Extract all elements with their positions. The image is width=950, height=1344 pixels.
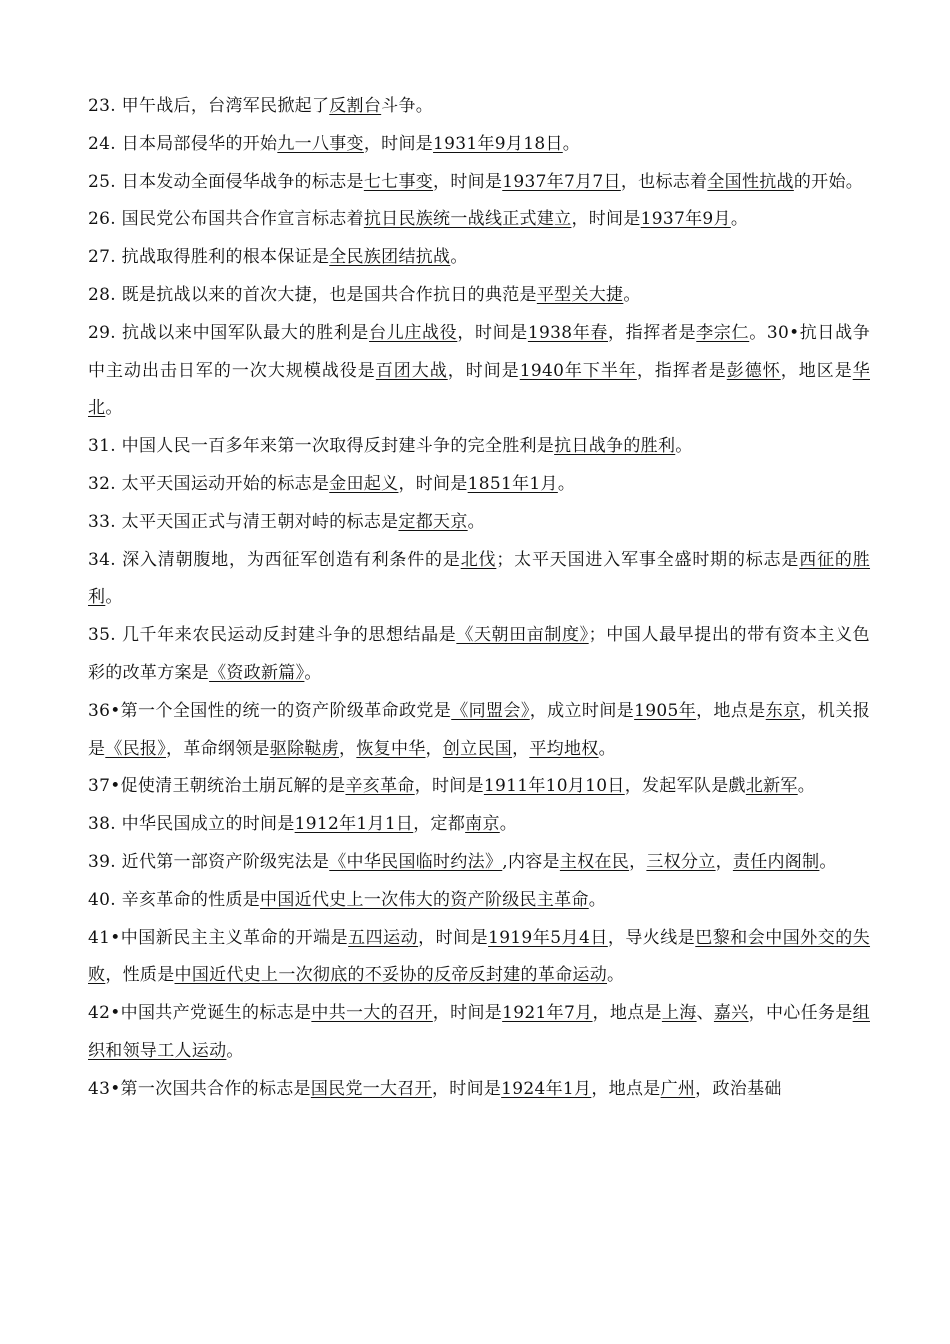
question-text: 26. 国民党公布国共合作宣言标志着 [88,209,364,230]
question-text: 。 [607,965,625,986]
answer-text: 责任内阁制 [732,851,820,872]
question-text: 。 [304,662,322,683]
question-text: ，时间是 [363,133,434,154]
answer-text: 《中华民国临时约法》 [329,851,503,872]
question-text: 。 [562,133,581,154]
question-text: ，发起军队是戲 [624,776,746,797]
question-text: ， [512,738,530,759]
answer-text: 1924年1月 [501,1078,592,1099]
answer-text: 1905年 [634,700,697,721]
answer-text: 1937年7月7日 [502,171,621,192]
question-item [88,277,870,315]
question-text: ，政治基础 [695,1078,782,1099]
question-text: ，机关报是 [88,700,871,759]
question-item [88,428,870,466]
answer-text: 主权在民 [559,851,630,872]
question-text: 。 [499,814,518,835]
question-text: 24. 日本局部侵华的开始 [88,133,278,154]
answer-text: 广州 [660,1078,696,1099]
question-text: 。 [797,776,816,797]
question-text: ，时间是 [432,1003,503,1024]
answer-text: 七七事变 [363,171,434,192]
question-text: 28. 既是抗战以来的首次大捷，也是国共合作抗日的典范是 [88,284,537,305]
answer-text: 北伐 [460,549,497,570]
question-item [88,995,870,1071]
question-text: 31. 中国人民一百多年来第一次取得反封建斗争的完全胜利是 [88,436,555,457]
answer-text: 1921年7月 [502,1003,593,1024]
answer-text: 嘉兴 [713,1003,749,1024]
answer-text: 抗日战争的胜利 [554,436,676,457]
answer-text: 中国近代史上一次彻底的不妥协的反帝反封建的革命运动 [174,965,608,986]
question-text: ；中国人最早提出的带有资本主义色彩的改革方案是 [88,625,870,683]
answer-text: 东京 [765,700,801,721]
question-text: ，成立时间是 [529,700,635,721]
answer-text: 李宗仁 [696,322,750,343]
question-text: 23. 甲午战后，台湾军民掀起了 [88,96,330,116]
question-text: ， [629,851,647,872]
question-text: 29. 抗战以来中国军队最大的胜利是 [88,322,370,343]
question-text: 。 [450,247,468,268]
question-text: ，时间是 [418,927,489,948]
question-item [88,164,870,202]
answer-text: 全民族团结抗战 [329,247,451,268]
question-text: ，性质是 [105,965,175,986]
answer-text: 1912年1月1日 [294,814,414,835]
question-text: 。 [819,851,837,872]
question-item [88,466,870,504]
question-text: ，时间是 [447,360,520,381]
question-text: 41•中国新民主主义革命的开端是 [88,927,349,948]
question-text: 。 [226,1040,244,1061]
question-text: 27. 抗战取得胜利的根本保证是 [88,247,330,268]
question-text: 、 [696,1003,714,1024]
answer-text: 《天朝田亩制度》 [456,625,589,646]
question-text: 32. 太平天国运动开始的标志是 [88,473,330,494]
question-text: 的开始。 [793,171,864,192]
answer-text: 南京 [465,814,500,835]
question-item [88,920,870,996]
answer-text: 1911年10月10日 [483,776,625,797]
question-text: 。 [557,473,576,494]
question-item [88,542,870,618]
question-text: ，地点是 [592,1003,662,1024]
question-text: ，地点是 [696,700,766,721]
answer-text: 百团大战 [375,360,448,381]
answer-text: 三权分立 [646,851,716,872]
question-item [88,882,870,920]
answer-text: 1940年下半年 [519,360,637,381]
question-item [88,693,870,769]
question-text: 。 [730,209,749,230]
answer-text: 九一八事变 [277,133,364,154]
question-text: 。 [105,398,123,419]
answer-text: 创立民国 [442,738,513,759]
document-page [88,88,870,1109]
answer-text: 《资政新篇》 [209,662,305,683]
question-text: 40. 辛亥革命的性质是 [88,889,261,910]
question-text: ，指挥者是 [608,322,697,343]
question-item [88,617,870,693]
answer-text: 平型关大捷 [536,284,624,305]
question-item [88,844,870,882]
question-item [88,806,870,844]
answer-text: 1851年1月 [467,473,558,494]
question-text: 。 [105,587,123,608]
answer-text: 反割台 [329,96,382,116]
question-item [88,1071,870,1109]
question-item [88,504,870,542]
answer-text: 台儿庄战役 [369,322,458,343]
question-text: ,内容是 [502,851,560,872]
answer-text: 彭德怀 [726,360,781,381]
question-text: 33. 太平天国正式与清王朝对峙的标志是 [88,511,399,532]
question-text: 36•第一个全国性的统一的资产阶级革命政党是 [88,700,452,721]
answer-text: 中共一大的召开 [311,1003,433,1024]
answer-text: 平均地权 [529,738,599,759]
answer-text: 《民报》 [105,738,167,759]
question-text: 35. 几千年来农民运动反封建斗争的思想结晶是 [88,625,457,646]
answer-text: 金田起义 [329,473,399,494]
question-list [88,88,870,1109]
question-text: ， [339,738,357,759]
answer-text: 北新军 [745,776,798,797]
answer-text: 《同盟会》 [451,700,530,721]
question-text: ，指挥者是 [636,360,727,381]
answer-text: 辛亥革命 [345,776,415,797]
answer-text: 1938年春 [527,322,609,343]
answer-text: 组织和领导工人运动 [88,1003,870,1061]
answer-text: 定都天京 [398,511,468,532]
question-item [88,315,870,428]
question-text: ，时间是 [431,1078,502,1099]
question-text: ，地点是 [591,1078,661,1099]
question-text: ，也标志着 [620,171,708,192]
question-text: ，导火线是 [607,927,696,948]
question-text: ，时间是 [414,776,484,797]
question-text: 。 [588,889,607,910]
question-text: ， [425,738,443,759]
answer-text: 五四运动 [348,927,419,948]
question-text: 43•第一次国共合作的标志是 [88,1078,311,1099]
question-item [88,239,870,277]
question-text: ，地区是 [780,360,853,381]
question-item [88,88,870,126]
question-item [88,768,870,806]
answer-text: 华北 [88,360,870,419]
answer-text: 全国性抗战 [707,171,794,192]
question-text: 38. 中华民国成立的时间是 [88,814,295,835]
answer-text: 1937年9月 [640,209,731,230]
question-item [88,126,870,164]
question-text: ，时间是 [457,322,528,343]
question-text: ，时间是 [571,209,641,230]
question-text: 。 [467,511,485,532]
answer-text: 巴黎和会中国外交的失败 [88,927,871,986]
question-text: ；太平天国进入军事全盛时期的标志是 [496,549,800,570]
question-text: 42•中国共产党诞生的标志是 [88,1003,312,1024]
answer-text: 上海 [661,1003,697,1024]
answer-text: 国民党一大召开 [310,1078,432,1099]
question-text: 斗争。 [381,96,434,116]
question-text: ，中心任务是 [748,1003,853,1024]
question-text: ，定都 [413,814,466,835]
question-text: ，时间是 [398,473,468,494]
question-text: 39. 近代第一部资产阶级宪法是 [88,851,330,872]
answer-text: 西征的胜利 [88,549,871,608]
answer-text: 抗日民族统一战线正式建立 [363,209,572,230]
answer-text: 1931年9月18日 [433,133,563,154]
question-text: 。30•抗日战争中主动出击日军的一次大规模战役是 [88,322,871,381]
answer-text: 驱除鞑虏 [269,738,340,759]
question-text: ，革命纲领是 [166,738,270,759]
question-text: 。 [623,284,641,305]
question-text: 。 [675,436,693,457]
answer-text: 中国近代史上一次伟大的资产阶级民主革命 [260,889,589,910]
question-text: 25. 日本发动全面侵华战争的标志是 [88,171,364,192]
question-text: ， [715,851,733,872]
answer-text: 恢复中华 [356,738,426,759]
question-text: ，时间是 [433,171,503,192]
question-item [88,201,870,239]
question-text: 37•促使清王朝统治土崩瓦解的是 [88,776,346,797]
question-text: 34. 深入清朝腹地，为西征军创造有利条件的是 [88,549,461,570]
question-text: 。 [598,738,616,759]
answer-text: 1919年5月4日 [488,927,608,948]
